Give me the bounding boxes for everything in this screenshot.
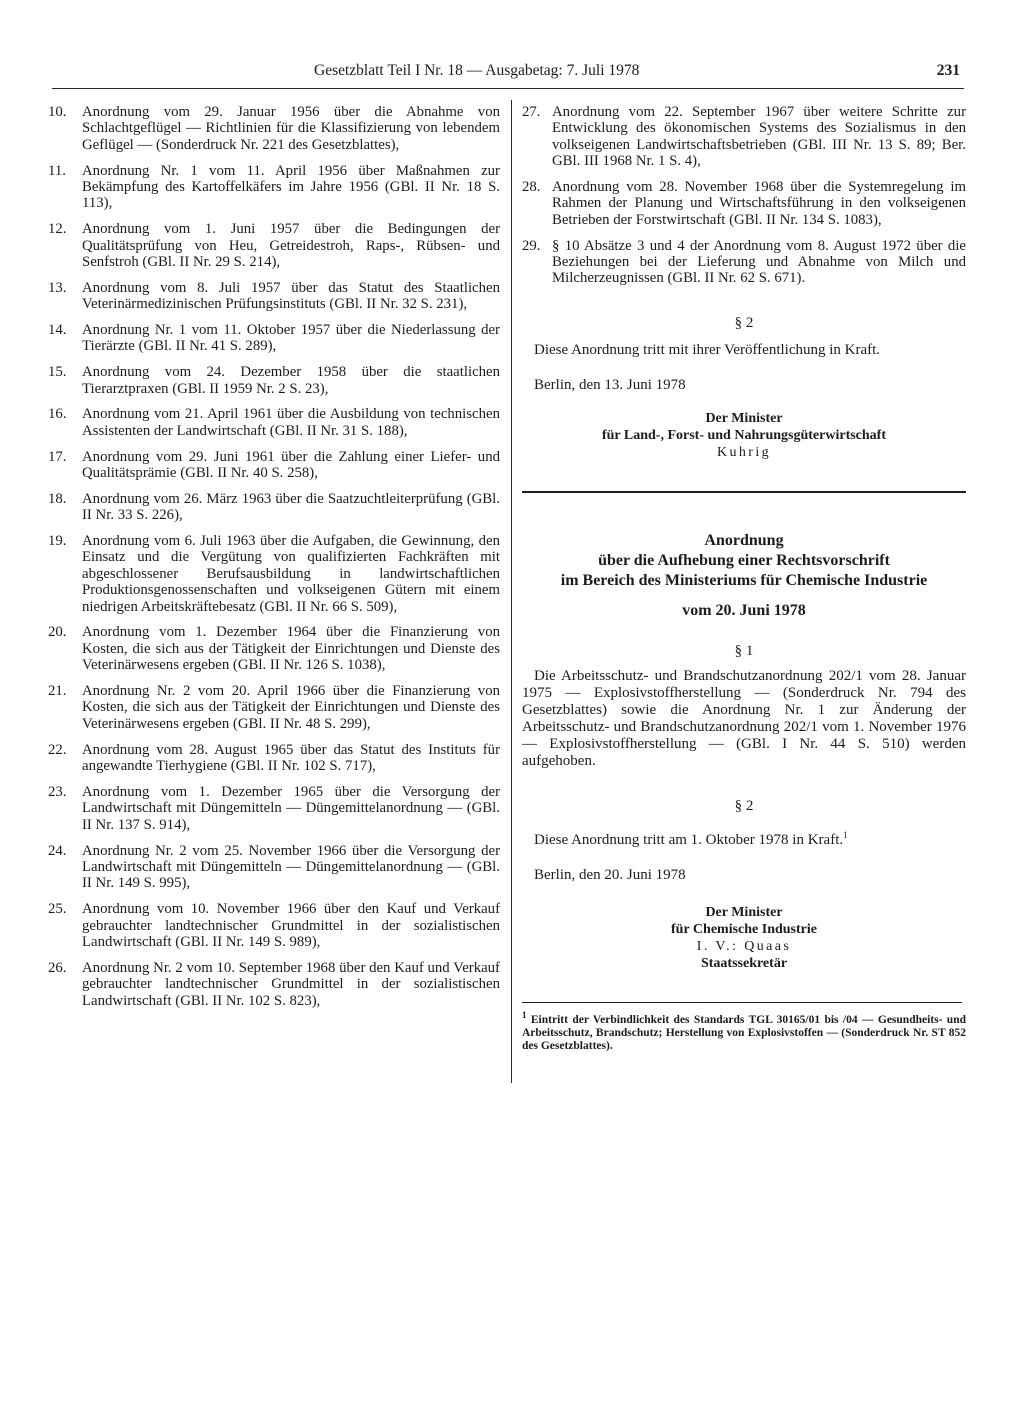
signature-name: Kuhrig (716, 444, 772, 460)
item-text: Anordnung Nr. 1 vom 11. Oktober 1957 über die Niederlassung der Tierärzte (GBl. II Nr. 41 S. 289), (82, 322, 500, 355)
footnote-mark: 1 (522, 1009, 527, 1020)
section-sign-2b: § 2 (734, 797, 754, 814)
item-number: 10. (48, 104, 67, 120)
item-number: 27. (522, 104, 541, 120)
list-item (522, 104, 966, 170)
list-item (48, 784, 500, 833)
list-item (48, 960, 500, 1009)
item-number: 28. (522, 179, 541, 196)
header-title: Gesetzblatt Teil I Nr. 18 — Ausgabetag: 7. Juli 1978 (314, 62, 640, 79)
effective-date-body: Diese Anordnung tritt am 1. Oktober 1978 in Kraft. (534, 831, 844, 848)
item-number: 21. (48, 683, 67, 700)
item-text: Anordnung Nr. 2 vom 20. April 1966 über die Finanzierung von Kosten, die sich aus der Tätigkeit der Einrichtungen und Dienste des Veterinärwesens ergeben (GBl. II Nr. 48 S. 299), (82, 683, 500, 732)
list-item (48, 104, 500, 153)
item-number: 11. (48, 162, 66, 179)
list-item (48, 533, 500, 615)
item-number: 20. (48, 624, 67, 641)
section-sign-1: § 1 (734, 642, 754, 659)
item-number: 16. (48, 406, 67, 423)
signature-ministry-2: für Chemische Industrie (671, 921, 817, 937)
item-text: Anordnung vom 28. November 1968 über die Systemregelung im Rahmen der Planung und Wirtschaftsführung in den volkseigenen Betrieben der Forstwirtschaft (GBl. II Nr. 134 S. 1083), (552, 179, 966, 228)
item-number: 15. (48, 364, 67, 381)
item-text: Anordnung vom 26. März 1963 über die Saatzuchtleiterprüfung (GBl. II Nr. 33 S. 226), (82, 490, 500, 524)
item-number: 23. (48, 783, 67, 800)
in-force-text: Diese Anordnung tritt mit ihrer Veröffentlichung in Kraft. (534, 341, 881, 358)
item-text: Anordnung vom 28. August 1965 über das Statut des Instituts für angewandte Tierhygiene (GBl. II Nr. 102 S. 717), (82, 741, 500, 775)
effective-date-text (522, 827, 966, 849)
footnote-text: Eintritt der Verbindlichkeit des Standards TGL 30165/01 bis /04 — Gesundheits- und Arbeitsschutz, Brandschutz; Herstellung von Explosivstoffen — (Sonderdruck Nr. ST 852 des Gesetzblattes). (522, 1013, 966, 1052)
list-item (48, 364, 500, 397)
item-number: 14. (48, 322, 67, 339)
list-item (48, 742, 500, 775)
list-item (48, 322, 500, 355)
item-text: Anordnung vom 29. Juni 1961 über die Zahlung einer Liefer- und Qualitätsprämie (GBl. II Nr. 40 S. 258), (82, 448, 500, 482)
footnote (522, 1009, 966, 1053)
signature-role-2: Staatssekretär (700, 955, 788, 971)
signature-block (522, 410, 966, 461)
item-number: 29. (522, 237, 541, 254)
item-text: Anordnung vom 8. Juli 1957 über das Statut des Staatlichen Veterinärmedizinischen Prüfungsinstituts (GBl. II Nr. 32 S. 231), (82, 279, 500, 313)
repeal-text: Die Arbeitsschutz- und Brandschutzanordnung 202/1 vom 28. Januar 1975 — Explosivstoffherstellung — (Sonderdruck Nr. 794 des Gesetzblattes) sowie die Anordnung Nr. 1 zur Änderung der Arbeitsschutz- und Brandschutzanordnung 202/1 vom 1. November 1976 — Explosivstoffherstellung — (GBl. I Nr. 44 S. 510) werden aufgehoben. (522, 667, 966, 769)
right-column (522, 104, 966, 1053)
left-column (48, 104, 500, 1018)
item-text: Anordnung vom 29. Januar 1956 über die Abnahme von Schlachtgeflügel — Richtlinien für die Klassifizierung von lebendem Geflügel — (Sonderdruck Nr. 221 des Gesetzblattes), (82, 104, 500, 153)
heading-date: vom 20. Juni 1978 (682, 601, 806, 619)
list-item (48, 280, 500, 313)
ordinance-heading (522, 531, 966, 621)
item-text: Anordnung vom 1. Juni 1957 über die Bedingungen der Qualitätsprüfung von Heu, Getreidestroh, Raps-, Rübsen- und Senfstroh (GBl. II Nr. 29 S. 214), (82, 221, 500, 271)
item-text: Anordnung vom 24. Dezember 1958 über die staatlichen Tierarztpraxen (GBl. II 1959 Nr. 2 S. 23), (82, 364, 500, 397)
footnote-rule (522, 1002, 962, 1003)
list-item (48, 221, 500, 270)
heading-line-1: Anordnung (704, 531, 784, 549)
item-text: Anordnung Nr. 1 vom 11. April 1956 über Maßnahmen zur Bekämpfung des Kartoffelkäfers im Jahre 1956 (GBl. II Nr. 18 S. 113), (82, 162, 500, 212)
list-item (48, 491, 500, 524)
signature-title: Der Minister (705, 410, 783, 426)
item-text: Anordnung vom 22. September 1967 über weitere Schritte zur Entwicklung des ökonomischen Systems des Sozialismus in den volkseigenen Landwirtschaftsbetrieben (GBl. III Nr. 13 S. 89; Ber. GBl. III 1968 Nr. 1 S. 4), (552, 104, 966, 170)
list-item (48, 163, 500, 212)
place-date-2: Berlin, den 20. Juni 1978 (534, 866, 686, 883)
item-number: 25. (48, 901, 67, 918)
signature-block-2 (522, 904, 966, 972)
list-item (48, 901, 500, 950)
place-date: Berlin, den 13. Juni 1978 (534, 376, 686, 393)
column-divider (511, 100, 512, 1083)
page-header (52, 62, 964, 89)
item-number: 26. (48, 959, 67, 976)
item-text: Anordnung Nr. 2 vom 10. September 1968 über den Kauf und Verkauf gebrauchter landtechnischer Grundmittel in der sozialistischen Landwirtschaft (GBl. II Nr. 102 S. 823), (82, 959, 500, 1009)
item-text: Anordnung vom 1. Dezember 1965 über die Versorgung der Landwirtschaft mit Düngemitteln — Düngemittelanordnung — (GBl. II Nr. 137 S. 914), (82, 783, 500, 833)
item-number: 22. (48, 741, 67, 758)
item-text: Anordnung Nr. 2 vom 25. November 1966 über die Versorgung der Landwirtschaft mit Düngemitteln — Düngemittelanordnung — (GBl. II Nr. 149 S. 995), (82, 842, 500, 892)
list-item (522, 179, 966, 228)
list-item (522, 238, 966, 287)
item-number: 17. (48, 448, 67, 465)
item-number: 13. (48, 279, 67, 296)
list-item (48, 683, 500, 732)
heading-line-3: im Bereich des Ministeriums für Chemische Industrie (560, 571, 928, 589)
list-item (48, 406, 500, 439)
right-item-list (522, 104, 966, 287)
signature-title-2: Der Minister (705, 904, 783, 920)
heading-line-2: über die Aufhebung einer Rechtsvorschrift (598, 551, 890, 569)
item-number: 18. (48, 490, 67, 507)
list-item (48, 624, 500, 673)
item-text: Anordnung vom 21. April 1961 über die Ausbildung von technischen Assistenten der Landwirtschaft (GBl. II Nr. 31 S. 188), (82, 406, 500, 439)
item-text: Anordnung vom 1. Dezember 1964 über die Finanzierung von Kosten, die sich aus der Tätigkeit der Einrichtungen und Dienste des Veterinärwesens ergeben (GBl. II Nr. 126 S. 1038), (82, 624, 500, 674)
signature-ministry: für Land-, Forst- und Nahrungsgüterwirtschaft (601, 427, 887, 443)
item-text: Anordnung vom 6. Juli 1963 über die Aufgaben, die Gewinnung, den Einsatz und die Vergütung von qualifizierten Fachkräften mit abgeschlossener Berufsausbildung in landwirtschaftlichen Produktionsgenossenschaften und volkseigenen Gütern mit einem niedrigen Arbeitskräftebesatz (GBl. II Nr. 66 S. 509), (82, 533, 500, 615)
item-number: 12. (48, 221, 67, 238)
section-separator (522, 491, 966, 493)
item-number: 19. (48, 533, 67, 550)
item-number: 24. (48, 842, 67, 859)
section-sign-2: § 2 (734, 314, 754, 331)
list-item (48, 843, 500, 892)
page-number: 231 (936, 62, 960, 79)
item-text: Anordnung vom 10. November 1966 über den Kauf und Verkauf gebrauchter landtechnischer Grundmittel in der sozialistischen Landwirtschaft (GBl. II Nr. 149 S. 989), (82, 901, 500, 950)
footnote-ref: 1 (843, 829, 848, 840)
list-item (48, 449, 500, 482)
item-text: § 10 Absätze 3 und 4 der Anordnung vom 8. August 1972 über die Beziehungen bei der Lieferung und Abnahme von Milch und Milcherzeugnissen (GBl. II Nr. 62 S. 671). (552, 237, 966, 287)
signature-name-2: I. V.: Quaas (696, 938, 792, 954)
